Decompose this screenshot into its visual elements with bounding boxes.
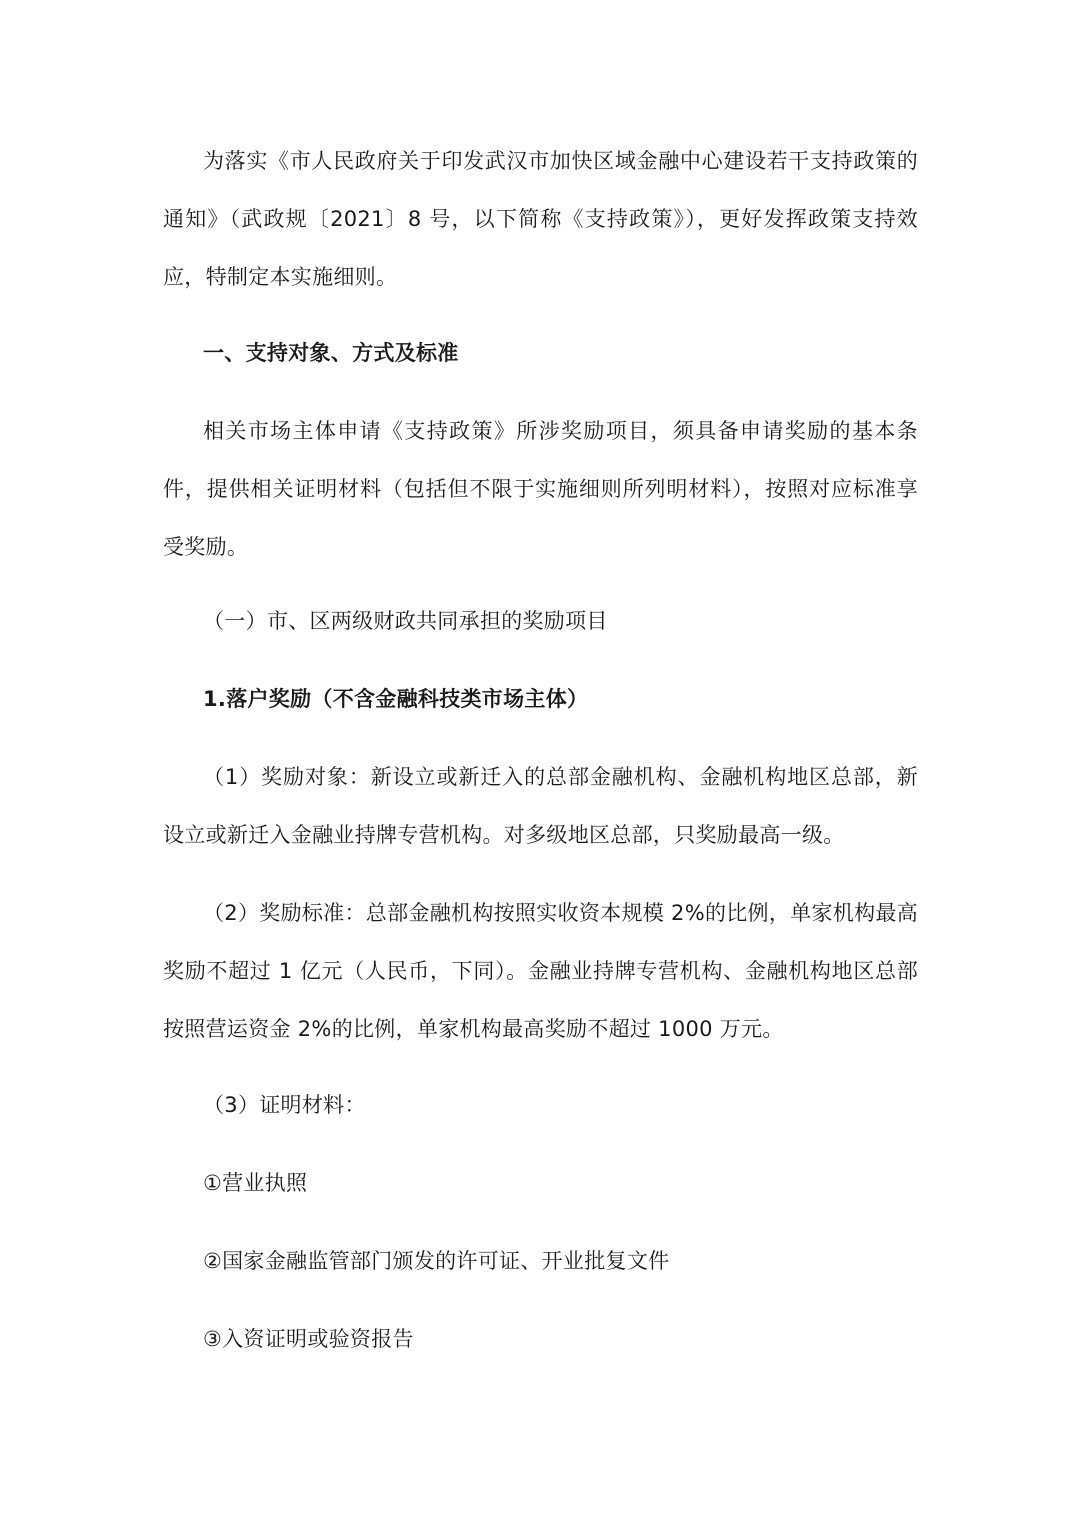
subsection-heading: （一）市、区两级财政共同承担的奖励项目 bbox=[203, 609, 608, 633]
material-item: ②国家金融监管部门颁发的许可证、开业批复文件 bbox=[203, 1249, 670, 1273]
material-item: ③入资证明或验资报告 bbox=[203, 1327, 414, 1351]
intro-paragraph: 为落实《市人民政府关于印发武汉市加快区域金融中心建设若干支持政策的通知》（武政规〔2021〕8 号，以下简称《支持政策》），更好发挥政策支持效应，特制定本实施细则。 bbox=[163, 149, 918, 289]
section-heading: 一、支持对象、方式及标准 bbox=[203, 341, 459, 365]
item-heading: 1.落户奖励（不含金融科技类市场主体） bbox=[203, 687, 589, 711]
section-paragraph: 相关市场主体申请《支持政策》所涉奖励项目，须具备申请奖励的基本条件，提供相关证明材料（包括但不限于实施细则所列明材料），按照对应标准享受奖励。 bbox=[163, 419, 918, 559]
reward-target-paragraph: （1）奖励对象：新设立或新迁入的总部金融机构、金融机构地区总部，新设立或新迁入金融业持牌专营机构。对多级地区总部，只奖励最高一级。 bbox=[163, 765, 918, 847]
reward-standard-paragraph: （2）奖励标准：总部金融机构按照实收资本规模 2%的比例，单家机构最高奖励不超过 1 亿元（人民币，下同）。金融业持牌专营机构、金融机构地区总部按照营运资金 2%的比例，单家机构最高奖励不超过 1000 万元。 bbox=[163, 901, 918, 1041]
material-item: ①营业执照 bbox=[203, 1171, 308, 1195]
materials-heading: （3）证明材料： bbox=[203, 1093, 366, 1117]
